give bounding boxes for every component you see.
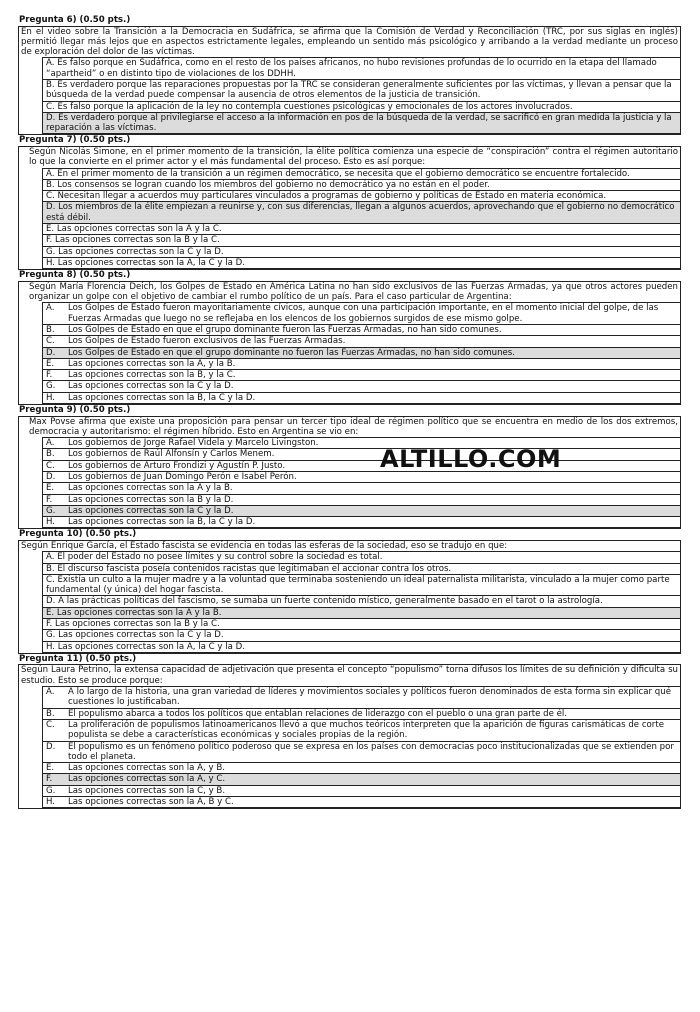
option-d[interactable] (42, 472, 680, 483)
option-a[interactable] (42, 437, 680, 449)
question-title: Pregunta 8) (0.50 pts.) (19, 270, 131, 281)
question-stem: Según María Florencia Deich, los Golpes de Estado en América Latina no han sido exclusivos de las Fuerzas Armadas, ya que otros actores pueden organizar un golpe con el objetivo de cambiar el rumbo político de un país. Para el caso particular de Argentina: (29, 281, 678, 303)
option-text: Las opciones correctas son la A, y B. (68, 763, 225, 774)
option-g[interactable]: G. Las opciones correctas son la C y la D. (42, 247, 680, 258)
option-c[interactable] (42, 720, 680, 742)
option-text: Las opciones correctas son la C y la D. (68, 381, 234, 392)
option-a[interactable]: A. Es falso porque en Sudáfrica, como en el resto de los países africanos, no hubo revisiones profundas de lo ocurrido en la etapa del llamado “apartheid” o en distinto tipo de violaciones de los DDHH. (42, 57, 680, 80)
option-h[interactable] (42, 517, 680, 528)
option-b[interactable] (42, 709, 680, 720)
option-letter: G. (46, 381, 56, 392)
option-text: Las opciones correctas son la A y la B. (68, 483, 233, 494)
option-letter: A. (46, 687, 55, 698)
option-letter: D. (46, 471, 56, 482)
option-c[interactable] (42, 461, 680, 472)
option-e[interactable] (42, 483, 680, 494)
option-b[interactable]: B. Es verdadero porque las reparaciones propuestas por la TRC se consideran generalmente suficientes por las víctimas, y llevan a pensar que la búsqueda de la verdad puede compensar la ausencia de otros elementos de la justicia de transición. (42, 80, 680, 102)
question-9 (18, 405, 681, 529)
question-6 (18, 15, 681, 135)
option-c[interactable]: C. Existía un culto a la mujer madre y a la voluntad que terminaba sosteniendo un ideal paternalista militarista, vinculado a la mujer como parte fundamental (y única) del hogar fascista. (42, 575, 680, 597)
option-text: Los Golpes de Estado fueron exclusivos de las Fuerzas Armadas. (68, 336, 346, 347)
options-list (42, 551, 680, 653)
option-text: Los gobiernos de Arturo Frondizi y Agustín P. Justo. (68, 460, 286, 471)
option-e-highlighted[interactable]: E. Las opciones correctas son la A y la B. (42, 608, 680, 619)
option-text: Los gobiernos de Raúl Alfonsín y Carlos Menem. (68, 449, 275, 460)
option-text: Las opciones correctas son la C, y B. (68, 785, 226, 796)
question-title: Pregunta 11) (0.50 pts.) (19, 653, 137, 664)
option-letter: H. (46, 392, 56, 403)
question-stem: En el video sobre la Transición a la Democracia en Sudáfrica, se afirma que la Comisión de Verdad y Reconciliación (TRC, por sus siglas en inglés) permitió llegar más lejos que en aspectos estrictamente legales, empleando un sentido más psicológico y arribando a la verdad mediante un proceso de exploración del dolor de las víctimas. (21, 26, 678, 58)
option-f[interactable] (42, 370, 680, 381)
option-text: Los Golpes de Estado en que el grupo dominante fueron las Fuerzas Armadas, no han sido comunes. (68, 324, 502, 335)
altillo-watermark: ALTILLO.COM (380, 445, 562, 473)
option-a[interactable]: A. En el primer momento de la transición a un régimen democrático, se necesita que el gobierno democrático se encuentre fortalecido. (42, 168, 680, 180)
option-letter: G. (46, 785, 56, 796)
option-letter: E. (46, 483, 55, 494)
question-8 (18, 270, 681, 405)
options-list (42, 686, 680, 808)
option-letter: B. (46, 324, 55, 335)
option-text: Los Golpes de Estado en que el grupo dominante no fueron las Fuerzas Armadas, no han sido comunes. (68, 347, 516, 358)
option-c[interactable] (42, 336, 680, 347)
option-text: La proliferación de populismos latinoamericanos llevó a que muchos teóricos interpreten que la aparición de figuras carismáticas de corte populista se debe a características económicas y sociales propias de la región. (68, 719, 664, 741)
options-list (42, 302, 680, 404)
option-text: El populismo es un fenómeno político poderoso que se expresa en los países con democracias poco institucionalizadas que se extienden por todo el planeta. (68, 741, 674, 762)
option-text: Las opciones correctas son la A, B y C. (68, 797, 234, 807)
option-f[interactable] (42, 495, 680, 506)
option-letter: B. (46, 449, 55, 460)
option-g[interactable] (42, 381, 680, 392)
option-d-highlighted[interactable]: D. Los miembros de la élite empiezan a reunirse y, con sus diferencias, llegan a algunos acuerdos, aprovechando que el gobierno no democrático está débil. (42, 202, 680, 224)
option-text: A lo largo de la historia, una gran variedad de líderes y movimientos sociales y políticos fueron denominados de esta forma sin explicar qué cuestiones lo justificaban. (68, 687, 672, 708)
option-letter: C. (46, 719, 55, 730)
options-list (42, 437, 680, 528)
option-letter: F. (46, 494, 53, 505)
option-b[interactable] (42, 449, 680, 460)
exam-page (18, 15, 681, 809)
option-b[interactable]: B. Los consensos se logran cuando los miembros del gobierno no democrático ya no están en el poder. (42, 180, 680, 191)
option-e[interactable]: E. Las opciones correctas son la A y la C. (42, 224, 680, 235)
option-b[interactable]: B. El discurso fascista poseía contenidos racistas que legitimaban el accionar contra los otros. (42, 564, 680, 575)
option-text: Las opciones correctas son la A, y C. (68, 774, 226, 785)
question-box (18, 146, 681, 270)
question-stem: Max Povse afirma que existe una proposición para pensar un tercer tipo ideal de régimen político que se encuentra en medio de los dos extremos, democracia y autoritarismo: el régimen híbrido. Esto en Argentina se vio en: (29, 416, 678, 437)
options-list (42, 168, 680, 270)
option-c[interactable]: C. Necesitan llegar a acuerdos muy particulares vinculados a programas de gobierno y políticas de Estado en materia económica. (42, 191, 680, 202)
option-text: Las opciones correctas son la B y la D. (68, 494, 234, 505)
option-g[interactable]: G. Las opciones correctas son la C y la D. (42, 630, 680, 641)
question-11 (18, 654, 681, 809)
option-e[interactable] (42, 763, 680, 774)
option-letter: E. (46, 358, 55, 369)
question-7 (18, 135, 681, 270)
question-box (18, 26, 681, 136)
option-letter: C. (46, 336, 55, 347)
options-list (42, 57, 680, 134)
option-text: Los Golpes de Estado fueron mayoritariamente cívicos, aunque con una participación importante, en el momento inicial del golpe, de las Fuerzas Armadas que luego no se reflejaba en los elencos de los gobiernos surgidos de ese mismo golpe. (68, 303, 659, 324)
option-a[interactable] (42, 302, 680, 325)
option-letter: F. (46, 370, 53, 381)
question-10 (18, 529, 681, 653)
option-text: Las opciones correctas son la B, la C y la D. (68, 392, 256, 403)
option-text: El populismo abarca a todos los políticos que entablan relaciones de liderazgo con el pueblo o una gran parte de él. (68, 708, 568, 719)
option-d-highlighted[interactable] (42, 348, 680, 359)
option-letter: C. (46, 460, 55, 471)
question-box (18, 540, 681, 654)
option-c[interactable]: C. Es falso porque la aplicación de la ley no contempla cuestiones psicológicas y emocionales de los actores involucrados. (42, 102, 680, 113)
option-f-highlighted[interactable] (42, 774, 680, 785)
option-h[interactable]: H. Las opciones correctas son la A, la C y la D. (42, 642, 680, 653)
option-h[interactable]: H. Las opciones correctas son la A, la C y la D. (42, 258, 680, 269)
question-title: Pregunta 10) (0.50 pts.) (19, 529, 137, 540)
option-letter: H. (46, 517, 56, 528)
option-text: Los gobiernos de Juan Domingo Perón e Isabel Perón. (68, 471, 297, 482)
option-letter: D. (46, 347, 56, 358)
question-title: Pregunta 6) (0.50 pts.) (19, 15, 131, 25)
question-box (18, 664, 681, 809)
question-stem: Según Enrique García, el Estado fascista se evidencia en todas las esferas de la sociedad, eso se tradujo en que: (21, 540, 508, 551)
option-f[interactable]: F. Las opciones correctas son la B y la C. (42, 235, 680, 246)
option-d[interactable]: D. A las prácticas políticas del fascismo, se sumaba un fuerte contenido místico, generalmente basado en el tarot o la astrología. (42, 596, 680, 607)
option-d-highlighted[interactable]: D. Es verdadero porque al privilegiarse el acceso a la información en pos de la búsqueda de la verdad, se sacrificó en gran medida la justicia y la reparación a las víctimas. (42, 113, 680, 135)
option-text: Las opciones correctas son la B, y la C. (68, 370, 236, 381)
option-f[interactable]: F. Las opciones correctas son la B y la C. (42, 619, 680, 630)
option-text: Las opciones correctas son la B, la C y la D. (68, 517, 256, 528)
question-title: Pregunta 9) (0.50 pts.) (19, 405, 131, 415)
option-text: Las opciones correctas son la C y la D. (68, 505, 234, 516)
question-box (18, 416, 681, 530)
option-e[interactable] (42, 359, 680, 370)
option-a[interactable] (42, 686, 680, 709)
option-letter: H. (46, 797, 56, 807)
option-a[interactable]: A. El poder del Estado no posee límites y su control sobre la sociedad es total. (42, 551, 680, 563)
option-text: Las opciones correctas son la A, y la B. (68, 358, 236, 369)
option-letter: F. (46, 774, 53, 785)
option-text: Los gobiernos de Jorge Rafael Videla y Marcelo Livingston. (68, 438, 319, 449)
option-g-highlighted[interactable] (42, 506, 680, 517)
option-b[interactable] (42, 325, 680, 336)
option-h[interactable] (42, 393, 680, 404)
option-letter: G. (46, 505, 56, 516)
option-letter: A. (46, 438, 55, 449)
option-letter: A. (46, 303, 55, 314)
question-stem: Según Laura Petrino, la extensa capacidad de adjetivación que presenta el concepto “populismo” torna difusos los límites de su definición y dificulta su estudio. Esto se produce porque: (21, 665, 678, 686)
option-letter: E. (46, 763, 55, 774)
question-stem: Según Nicolás Simone, en el primer momento de la transición, la élite política comienza una especie de “conspiración” contra el régimen autoritario lo que la convierte en el primer actor y el más fundamental del proceso. Esto es así porque: (29, 146, 678, 168)
option-d[interactable] (42, 742, 680, 764)
option-letter: D. (46, 741, 56, 752)
option-letter: B. (46, 708, 55, 719)
option-h[interactable] (42, 797, 680, 808)
option-g[interactable] (42, 786, 680, 797)
question-title: Pregunta 7) (0.50 pts.) (19, 135, 131, 146)
question-box (18, 281, 681, 405)
